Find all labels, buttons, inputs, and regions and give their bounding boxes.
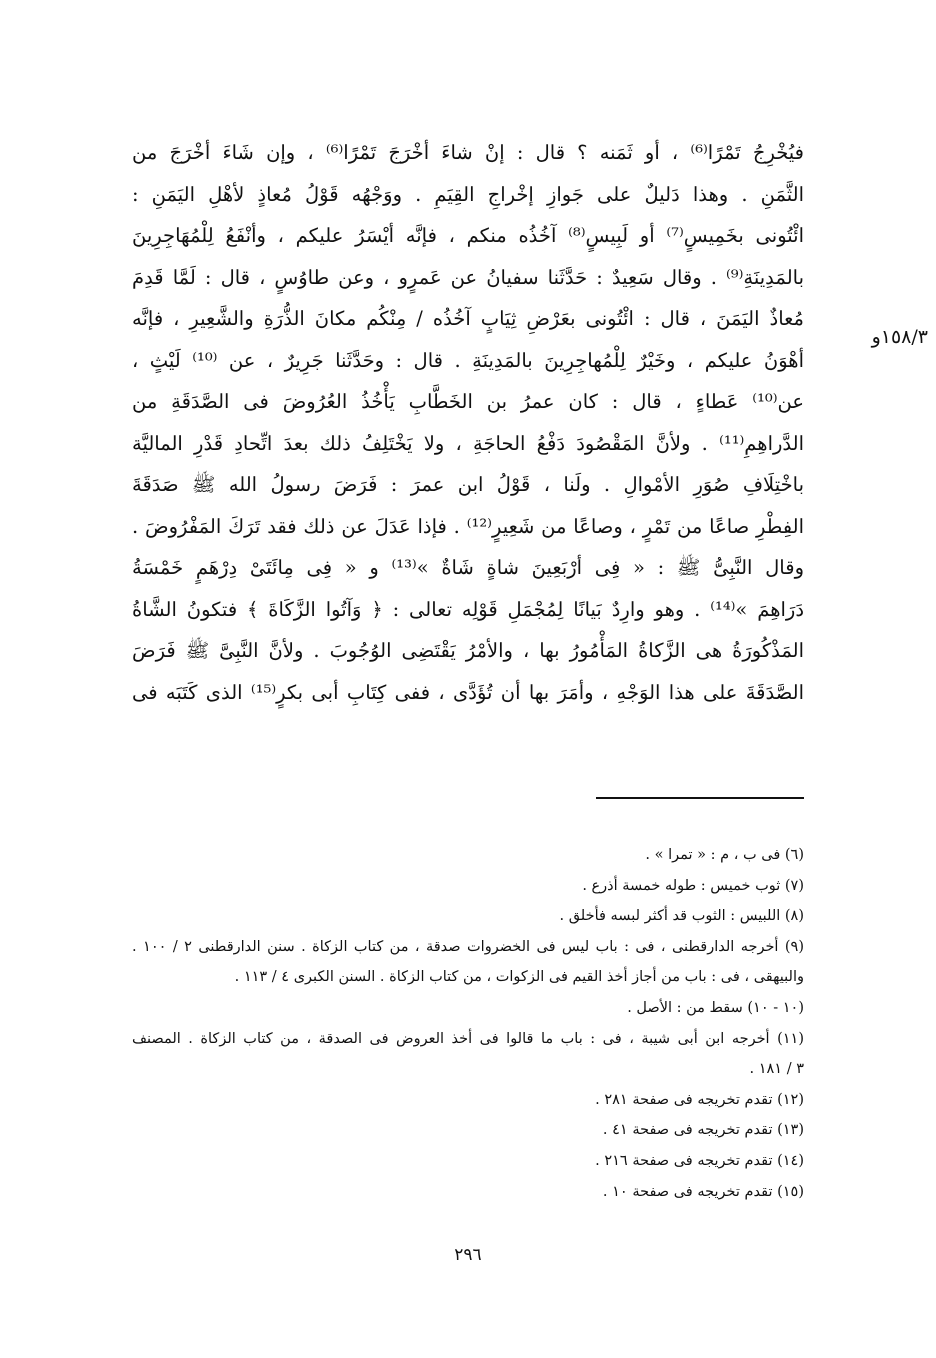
text-line: الفِطْرِ صاعًا من تَمْرٍ ، وصاعًا من شَعِيرٍ⁽¹²⁾ . فإذا عَدَلَ عن ذلك فقد تَرَكَ المَفْرُوضَ . <box>132 514 804 538</box>
footnote: ٣ / ١٨١ . <box>749 1061 804 1078</box>
text-line: أهْوَنُ عليكم ، وخَيْرٌ لِلْمُهاجِرِينَ بالمَدِينَةِ . قال : وحَدَّثَنا جَرِيرٌ ، عن ⁽¹⁰⁾ لَيْثٍ ، <box>132 348 804 372</box>
text-line: بالمَدِينَةِ⁽⁹⁾ . وقال سَعِيدٌ : حَدَّثَنا سفيانُ عن عَمرٍو ، وعن طاوُسٍ ، قال : لَمَّا قَدِمَ <box>132 265 804 289</box>
footnote: (٩) أخرجه الدارقطنى ، فى : باب ليس فى الخضروات صدقة ، من كتاب الزكاة . سنن الدارقطنى ٢ / ١٠٠ . <box>132 938 804 955</box>
footnote: (١١) أخرجه ابن أبى شيبة ، فى : باب ما قالوا فى أخذ العروض فى الصدقة ، من كتاب الزكاة . المصنف <box>132 1030 804 1047</box>
text-line: وقال النَّبِىُّ ﷺ : « فِى أرْبَعِينَ شاةٍ شَاةٌ »⁽¹³⁾ و « فِى مِائَتَىْ دِرْهَمٍ خَمْسَةُ <box>132 556 804 579</box>
footnote: (٦) فى ب ، م : « تمرا » . <box>645 847 804 863</box>
text-line: الدَّراهِمِ⁽¹¹⁾ . ولأنَّ المَقْصُودَ دَفْعُ الحاجَةِ ، ولا يَخْتَلِفُ ذلك بعدَ اتِّحادِ قَدْرِ الماليَّة <box>132 431 804 455</box>
text-line: ائْتُونى بخَمِيسٍ⁽⁷⁾ أو لَبِيسٍ⁽⁸⁾ آخُذُه منكم ، فإنَّه أيْسَرُ عليكم ، وأنْفَعُ لِلْمُهَاجِرِينَ <box>132 224 804 247</box>
main-text <box>132 132 804 713</box>
footnote: (١٤) تقدم تخريجه فى صفحة ٢١٦ . <box>595 1152 804 1169</box>
footnote: والبيهقى ، فى : باب من أجاز أخذ القيم فى الزكوات ، من كتاب الزكاة . السنن الكبرى ٤ / ١١٣ . <box>234 969 804 986</box>
text-line: الثَّمَنِ . وهذا دَليلٌ على جَوازِ إخْراجِ القِيَمِ . ووَجْهُه قَوْلُ مُعاذٍ لأهْلِ اليَمَنِ : <box>132 182 804 206</box>
footnote: (١٠ - ١٠) سقط من : الأصل . <box>627 999 804 1016</box>
text-line: فيُخْرِجُ تَمْرًا⁽⁶⁾ ، أو ثَمَنه ؟ قال : إنْ شاءَ أخْرَجَ تَمْرًا⁽⁶⁾ ، وإن شَاءَ أخْرَجَ من <box>132 141 804 164</box>
text-line: مُعاذٌ اليَمَنَ ، قال : ائْتُونى بعَرْضِ ثِيَابٍ آخُذُه / مِنْكُم مكانَ الذُّرَةِ والشَّعِيرِ ، فإنَّه <box>132 307 804 330</box>
footnote: (١٣) تقدم تخريجه فى صفحة ٤١ . <box>602 1122 804 1139</box>
footnote: (١٢) تقدم تخريجه فى صفحة ٢٨١ . <box>595 1091 804 1108</box>
folio-margin-note: ١٥٨/٣و <box>871 326 928 348</box>
text-line: باخْتِلَافِ صُوَرِ الأمْوالِ . ولَنا ، قَوْلُ ابن عمرَ : فَرَضَ رسولُ الله ﷺ صَدَقَةَ <box>132 473 804 496</box>
text-line: دَرَاهِمَ »⁽¹⁴⁾ . وهو وارِدٌ بَيانًا لِمُجْمَلِ قَوْلِه تعالى : ﴿ وَآتُوا الزَّكَاةَ ﴾ فتكونُ الشَّاةُ <box>132 597 804 621</box>
text-line: الصَّدَقَةَ على هذا الوَجْهِ ، وأمَرَ بها أن تُؤَدَّى ، ففى كِتَابِ أبى بكرٍ⁽¹⁵⁾ الذى كَتَبَه فى <box>132 680 804 704</box>
page-number: ٢٩٦ <box>454 1245 482 1265</box>
footnotes <box>132 840 804 1207</box>
text-line: عن⁽¹⁰⁾ عَطاءٍ ، قال : كان عمرُ بن الخَطَّابِ يَأْخُذُ العُرُوضَ فى الصَّدَقَةِ من <box>132 390 804 413</box>
footnote-divider <box>596 797 804 799</box>
footnote: (٨) اللبيس : الثوب قد أكثر لبسه فأخلق . <box>559 908 804 925</box>
footnote: (١٥) تقدم تخريجه فى صفحة ١٠ . <box>602 1183 804 1200</box>
text-line: المَذْكُورَةُ هى الزَّكاةُ المَأْمُورُ بها ، والأمْرُ يَقْتَضِى الوُجُوبَ . ولأنَّ النَّبِىَّ ﷺ فَرَضَ <box>132 639 804 662</box>
footnote: (٧) ثوب خميس : طوله خمسة أذرع . <box>582 877 804 894</box>
